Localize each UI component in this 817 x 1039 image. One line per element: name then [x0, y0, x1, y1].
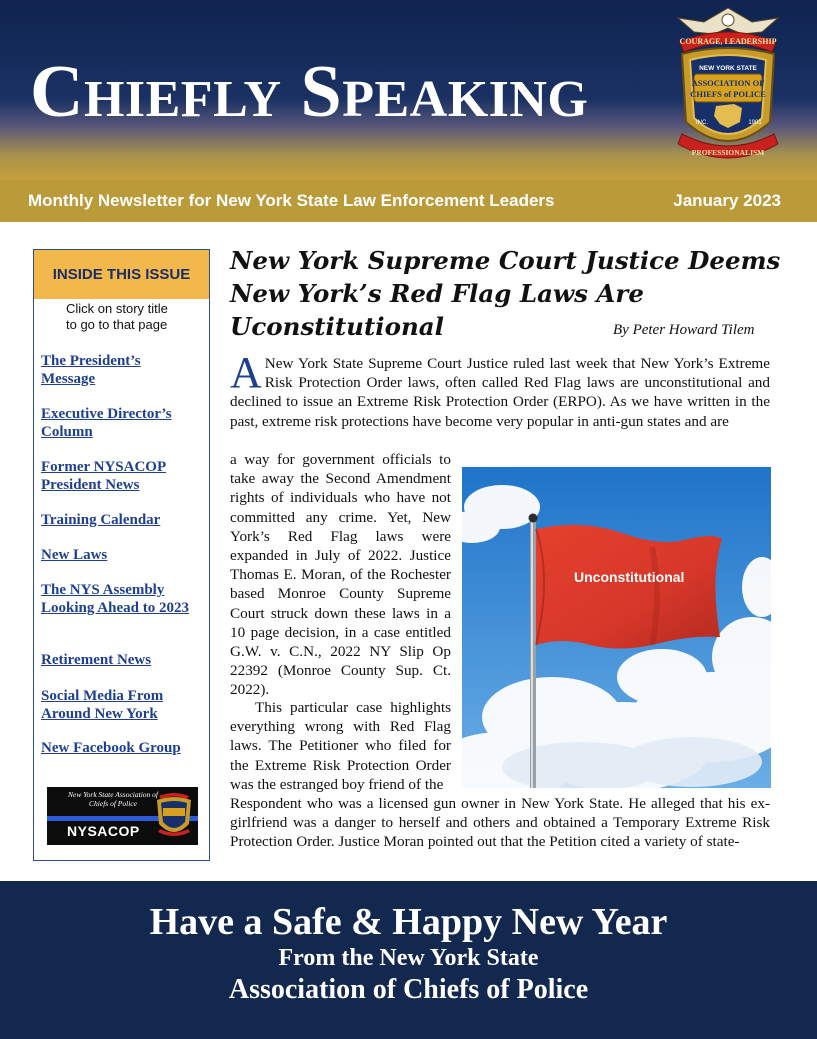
- nysacop-badge-graphic: [47, 787, 198, 845]
- banner-line-1: Have a Safe & Happy New Year: [149, 901, 668, 943]
- svg-text:PROFESSIONALISM: PROFESSIONALISM: [691, 148, 765, 157]
- toc-link-former-president-news[interactable]: Former NYSACOP President News: [41, 459, 167, 493]
- svg-text:CHIEFS of POLICE: CHIEFS of POLICE: [690, 89, 766, 99]
- toc-item: [41, 459, 187, 494]
- sidebar-note: [34, 299, 209, 333]
- svg-text:COURAGE, LEADERSHIP: COURAGE, LEADERSHIP: [679, 37, 777, 46]
- nysacop-seal-logo: [664, 4, 792, 176]
- toc-item: [41, 688, 191, 723]
- toc-link-retirement-news[interactable]: Retirement News: [41, 652, 152, 668]
- toc-item: [41, 740, 211, 758]
- toc-item: [41, 406, 199, 441]
- toc-link-new-facebook-group[interactable]: New Facebook Group: [41, 740, 181, 756]
- banner-line-3: Association of Chiefs of Police: [228, 974, 589, 1005]
- mini-seal-icon: [153, 790, 195, 842]
- article-paragraph: This particular case highlights everything wrong with Red Flag laws. The Petitioner who filed for the Extreme Risk Protection Order was the estranged boy friend of the: [230, 699, 451, 793]
- toc-link-presidents-message[interactable]: The President’s Message: [41, 353, 141, 387]
- article-headline: New York Supreme Court Justice Deems New York’s Red Flag Laws Are Uconstitutional: [230, 246, 781, 341]
- masthead-subbar: [0, 180, 817, 222]
- issue-date: January 2023: [673, 191, 781, 210]
- toc-item: [41, 652, 206, 670]
- masthead: [0, 0, 817, 180]
- red-flag-photo: [462, 467, 771, 788]
- toc-link-nys-assembly[interactable]: The NYS Assembly Looking Ahead to 2023: [41, 582, 189, 616]
- article-paragraph: [230, 348, 770, 431]
- toc-item: [41, 547, 206, 565]
- newsletter-tagline: Monthly Newsletter for New York State Law Enforcement Leaders: [28, 191, 555, 210]
- toc-item: [41, 512, 206, 530]
- svg-text:1901: 1901: [748, 120, 762, 126]
- drop-cap: A: [230, 348, 262, 397]
- newsletter-title: Chiefly Speaking: [30, 51, 589, 133]
- sidebar-note-line1: Click on story title: [66, 301, 168, 316]
- badge-acronym: NYSACOP: [67, 823, 140, 839]
- svg-text:ASSOCIATION OF: ASSOCIATION OF: [691, 78, 765, 88]
- banner-line-2: From the New York State: [278, 945, 539, 971]
- sidebar-heading: INSIDE THIS ISSUE: [34, 250, 209, 299]
- article-paragraph-continued: Respondent who was a licensed gun owner in New York State. He alleged that his ex-girlfriend was a danger to herself and others and obtained a Temporary Extreme Risk Protection Order. Justice Moran pointed out that the Petition cited a variety of state-: [230, 795, 770, 851]
- svg-text:INC.: INC.: [696, 120, 708, 126]
- article-byline: By Peter Howard Tilem: [613, 322, 755, 338]
- toc-link-training-calendar[interactable]: Training Calendar: [41, 512, 161, 528]
- sidebar-note-line2: to go to that page: [66, 317, 168, 332]
- new-year-banner: [0, 881, 817, 1039]
- flag-text: Unconstitutional: [574, 569, 685, 585]
- badge-script-text: New York State Association of Chiefs of Police: [67, 790, 158, 808]
- inside-this-issue-panel: [33, 249, 210, 861]
- toc-item: [41, 582, 191, 617]
- toc-link-executive-directors-column[interactable]: Executive Director’s Column: [41, 406, 172, 440]
- article-paragraph-continued: a way for government officials to take away the Second Amendment rights of individuals who have not committed any crime. Yet, New York’s Red Flag laws were expanded in July of 2022. Justice Thomas E. Moran, of the Rochester based Monroe County Supreme Court struck down these laws in a 10 page decision, in a case entitled G.W. v. C.N., 2022 NY Slip Op 22392 (Monroe County Sup. Ct. 2022).: [230, 451, 451, 699]
- toc-item: [41, 353, 169, 388]
- paragraph-text: New York State Supreme Court Justice ruled last week that New York’s Extreme Risk Protection Order laws, often called Red Flag laws are unconstitutional and declined to issue an Extreme Risk Protection Order (ERPO). As we have written in the past, extreme risk protections have become very popular in anti-gun states and are: [230, 355, 770, 430]
- toc-link-social-media[interactable]: Social Media From Around New York: [41, 688, 164, 722]
- toc-link-new-laws[interactable]: New Laws: [41, 547, 108, 563]
- svg-text:NEW YORK STATE: NEW YORK STATE: [699, 65, 757, 72]
